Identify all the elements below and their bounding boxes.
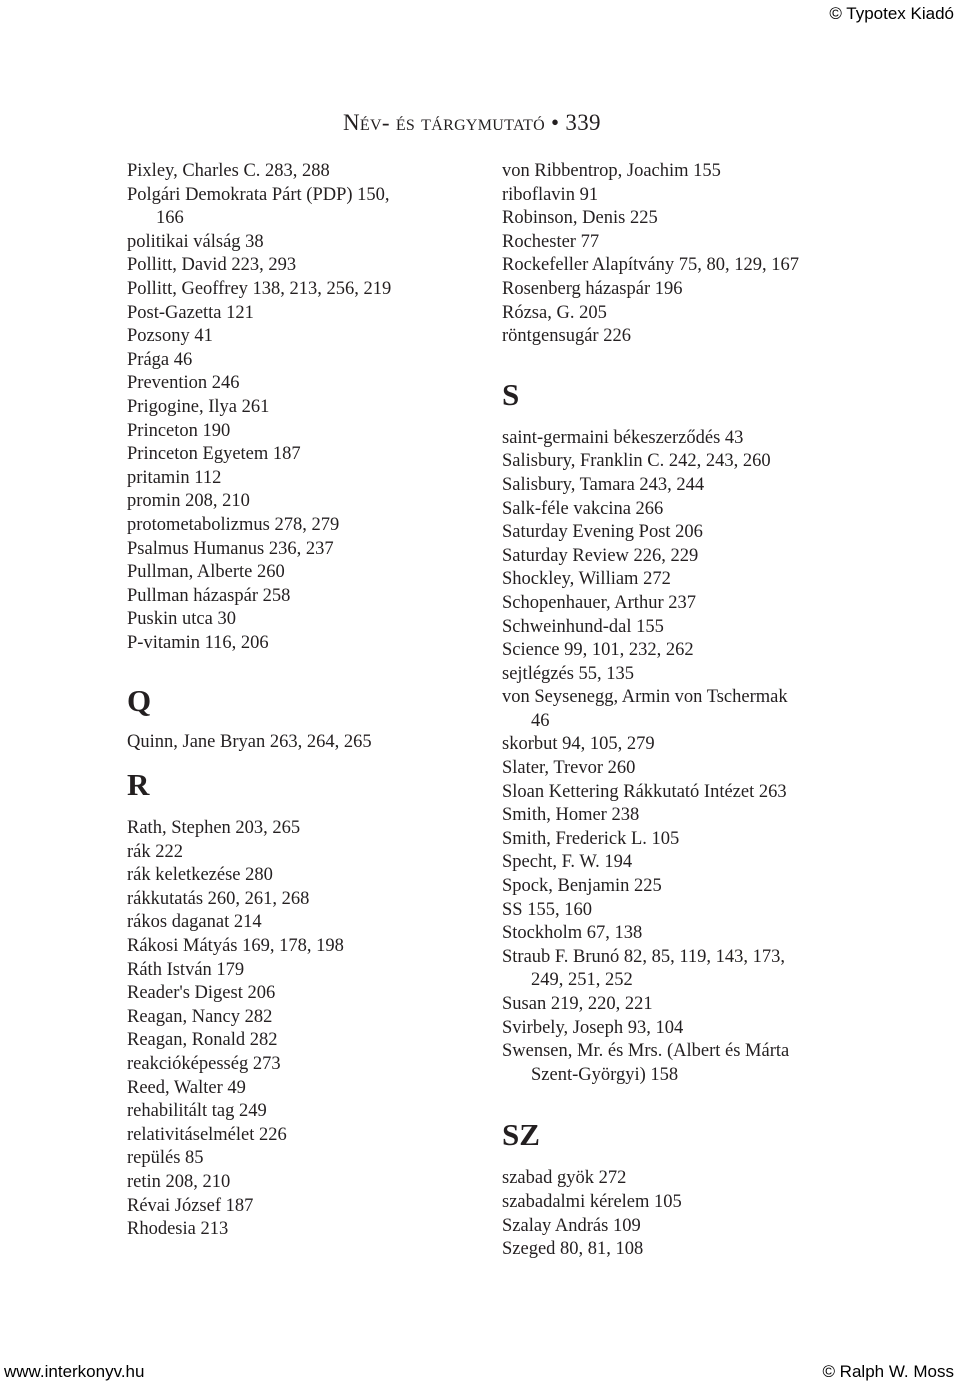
index-entry: rákkutatás 260, 261, 268 [127,888,310,909]
section-letter-sz: SZ [502,1117,540,1153]
index-entry: Reagan, Nancy 282 [127,1006,273,1027]
index-entry: sejtlégzés 55, 135 [502,663,635,684]
running-head: Név- és tárgymutató • 339 [343,110,601,135]
index-column-left [127,160,467,1242]
index-entry: Reader's Digest 206 [127,983,276,1004]
index-entry: Smith, Frederick L. 105 [502,828,680,849]
index-entry: Puskin utca 30 [127,609,236,630]
index-entry: Princeton 190 [127,420,231,441]
index-entry: Szalay András 109 [502,1215,641,1236]
index-entry: Princeton Egyetem 187 [127,444,301,465]
index-entry: Robinson, Denis 225 [502,208,658,229]
index-entry: pritamin 112 [127,467,222,488]
index-entry-continuation: Szent-Györgyi) 158 [531,1064,679,1085]
index-entry-continuation: 249, 251, 252 [531,970,633,991]
index-entry: Rockefeller Alapítvány 75, 80, 129, 167 [502,255,799,276]
footer-author-copyright: © Ralph W. Moss [822,1362,954,1381]
index-entry: saint-germaini békeszerződés 43 [502,427,744,448]
index-entry: rák keletkezése 280 [127,865,273,886]
index-group-r [127,817,467,1242]
index-entry: Révai József 187 [127,1195,254,1216]
index-entry: Rochester 77 [502,231,600,252]
index-entry: Salisbury, Tamara 243, 244 [502,474,705,495]
index-entry: reakcióképesség 273 [127,1054,281,1074]
index-entry-continuation: 46 [531,710,550,731]
index-entry: repülés 85 [127,1148,204,1169]
index-entry: rák 222 [127,841,183,862]
index-group-s [502,427,942,1088]
index-entry-continuation: 166 [156,208,184,229]
index-entry: Spock, Benjamin 225 [502,876,662,897]
index-entry: Saturday Review 226, 229 [502,545,699,566]
index-entry: riboflavin 91 [502,184,599,205]
index-entry: Post-Gazetta 121 [127,302,254,323]
index-entry: Rhodesia 213 [127,1219,229,1240]
section-letter-q: Q [127,683,152,719]
index-entry: P-vitamin 116, 206 [127,632,269,653]
index-entry: promin 208, 210 [127,491,250,512]
index-entry: Stockholm 67, 138 [502,923,643,944]
index-entry: Pollitt, David 223, 293 [127,255,297,276]
index-entry: rehabilitált tag 249 [127,1101,267,1122]
index-entry: Swensen, Mr. és Mrs. (Albert és Márta [502,1041,790,1062]
section-letter-s: S [502,376,520,412]
index-entry: Susan 219, 220, 221 [502,994,653,1014]
index-column-right [502,160,942,1262]
index-entry: von Ribbentrop, Joachim 155 [502,161,721,181]
index-entry: Rákosi Mátyás 169, 178, 198 [127,936,344,957]
index-entry: Shockley, William 272 [502,569,671,590]
index-entry: röntgensugár 226 [502,326,631,347]
index-entry: Pollitt, Geoffrey 138, 213, 256, 219 [127,278,392,299]
index-entry: Polgári Demokrata Párt (PDP) 150, [127,184,390,205]
index-entry: Reed, Walter 49 [127,1077,246,1098]
index-entry: relativitáselmélet 226 [127,1124,287,1145]
index-entry: Salk-féle vakcina 266 [502,498,664,519]
index-entry: Saturday Evening Post 206 [502,522,703,543]
index-entry: Psalmus Humanus 236, 237 [127,538,334,559]
index-entry: Rózsa, G. 205 [502,302,607,323]
section-letter-r: R [127,767,150,803]
index-entry: Schopenhauer, Arthur 237 [502,592,696,613]
footer-website: www.interkonyv.hu [4,1362,145,1381]
index-entry: Rosenberg házaspár 196 [502,278,683,299]
index-entry: Pozsony 41 [127,326,213,347]
index-entry: Prigogine, Ilya 261 [127,396,270,417]
index-entry: Szeged 80, 81, 108 [502,1239,644,1260]
index-entry: Rath, Stephen 203, 265 [127,818,301,839]
index-entry: protometabolizmus 278, 279 [127,514,340,535]
index-entry: Pullman házaspár 258 [127,585,291,606]
index-entry: Reagan, Ronald 282 [127,1030,278,1051]
index-entry: Quinn, Jane Bryan 263, 264, 265 [127,732,372,753]
index-group-sz [502,1167,942,1261]
index-entry: retin 208, 210 [127,1171,231,1192]
index-entry: rákos daganat 214 [127,912,262,933]
index-entry: Svirbely, Joseph 93, 104 [502,1017,684,1038]
index-group-r-continued [502,160,942,349]
index-entry: Prevention 246 [127,373,240,394]
index-group-q [127,731,467,755]
index-entry: szabadalmi kérelem 105 [502,1191,682,1212]
index-entry: Pullman, Alberte 260 [127,562,285,583]
index-group-p [127,160,467,655]
index-entry: Schweinhund-dal 155 [502,616,664,637]
index-entry: Straub F. Brunó 82, 85, 119, 143, 173, [502,946,786,967]
index-entry: Science 99, 101, 232, 262 [502,640,694,661]
index-entry: Sloan Kettering Rákkutató Intézet 263 [502,781,787,802]
index-entry: Salisbury, Franklin C. 242, 243, 260 [502,451,771,472]
copyright-notice: © Typotex Kiadó [829,4,954,23]
index-entry: skorbut 94, 105, 279 [502,734,655,755]
index-entry: Pixley, Charles C. 283, 288 [127,161,330,181]
index-entry: Ráth István 179 [127,959,245,980]
index-entry: SS 155, 160 [502,899,592,920]
index-entry: Specht, F. W. 194 [502,852,633,873]
index-entry: Slater, Trevor 260 [502,758,636,779]
index-entry: politikai válság 38 [127,231,264,252]
index-entry: Prága 46 [127,349,193,370]
index-entry: von Seysenegg, Armin von Tschermak [502,687,788,708]
index-entry: Smith, Homer 238 [502,805,640,826]
index-entry: szabad gyök 272 [502,1168,627,1189]
